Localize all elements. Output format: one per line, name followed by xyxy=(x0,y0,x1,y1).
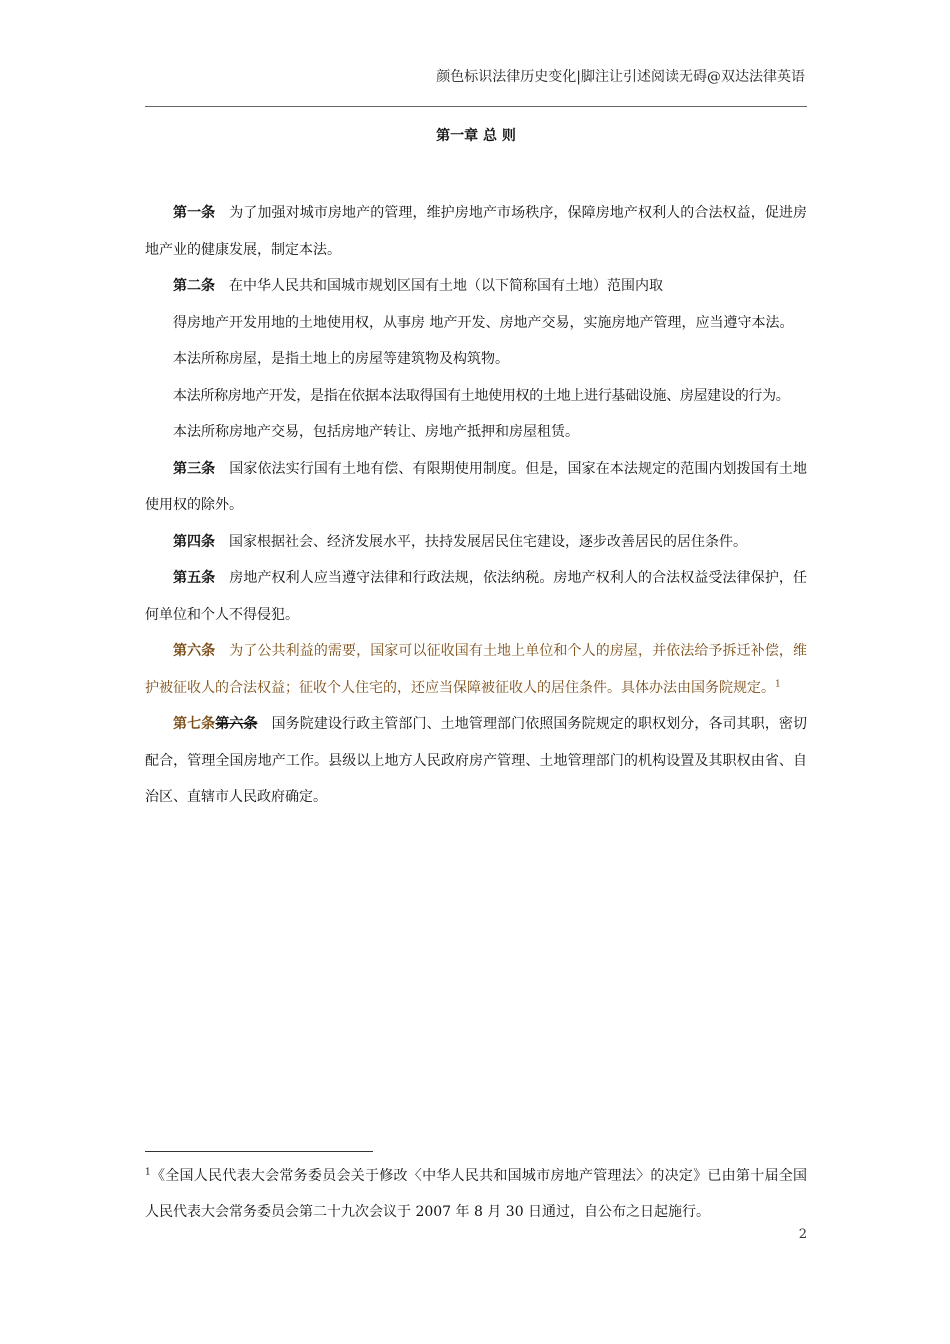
article-number: 第一条 xyxy=(173,205,216,221)
article-2-clause-2 xyxy=(145,341,807,378)
article-3 xyxy=(145,451,807,524)
article-number-new: 第七条 xyxy=(173,716,216,732)
footnote-divider xyxy=(145,1151,373,1152)
article-2-continued xyxy=(145,305,807,342)
page-number: 2 xyxy=(798,1227,807,1242)
header-divider xyxy=(145,106,807,107)
page-header: 颜色标识法律历史变化|脚注让引述阅读无碍@双达法律英语 xyxy=(436,69,805,85)
article-number: 第三条 xyxy=(173,460,216,477)
article-number: 第四条 xyxy=(173,533,215,550)
article-number: 第二条 xyxy=(173,278,215,294)
article-2-clause-3 xyxy=(145,378,807,415)
article-text: 本法所称房地产开发，是指在依据本法取得国有土地使用权的土地上进行基础设施、房屋建设的行为。 xyxy=(173,387,790,404)
article-1 xyxy=(145,195,807,268)
chapter-title: 第一章 总 则 xyxy=(436,128,516,144)
article-text: 房地产权利人应当遵守法律和行政法规，依法纳税。房地产权利人的合法权益受法律保护，任何单位和个人不得侵犯。 xyxy=(145,570,807,623)
article-6-amended xyxy=(145,633,807,706)
article-number: 第六条 xyxy=(173,643,216,659)
article-4 xyxy=(145,524,807,561)
article-text: 本法所称房地产交易，包括房地产转让、房地产抵押和房屋租赁。 xyxy=(173,424,579,440)
article-text: 国务院建设行政主管部门、土地管理部门依照国务院规定的职权划分，各司其职，密切配合，管理全国房地产工作。县级以上地方人民政府房产管理、土地管理部门的机构设置及其职权由省、自治区、直辖市人民政府确定。 xyxy=(145,716,808,805)
footnote-reference[interactable]: 1 xyxy=(775,678,781,689)
article-text: 国家依法实行国有土地有偿、有限期使用制度。但是，国家在本法规定的范围内划拨国有土地使用权的除外。 xyxy=(145,460,807,513)
footnote-text: 《全国人民代表大会常务委员会关于修改〈中华人民共和国城市房地产管理法〉的决定》已由第十届全国人民代表大会常务委员会第二十九次会议于 2007 年 8 月 30 日通过，自公布之日起施行。 xyxy=(145,1168,807,1220)
document-body xyxy=(145,195,807,816)
article-5 xyxy=(145,560,807,633)
footnote-marker: 1 xyxy=(145,1167,151,1178)
article-text: 得房地产开发用地的土地使用权，从事房 地产开发、房地产交易，实施房地产管理，应当遵守本法。 xyxy=(173,314,794,331)
article-text: 为了公共利益的需要，国家可以征收国有土地上单位和个人的房屋，并依法给予拆迁补偿，维护被征收人的合法权益；征收个人住宅的，还应当保障被征收人的居住条件。具体办法由国务院规定。 xyxy=(145,643,807,696)
article-7 xyxy=(145,706,807,816)
article-number: 第五条 xyxy=(173,570,216,586)
article-2 xyxy=(145,268,807,305)
footnote xyxy=(145,1158,807,1230)
article-number-old: 第六条 xyxy=(215,716,258,732)
article-text: 本法所称房屋，是指土地上的房屋等建筑物及构筑物。 xyxy=(173,351,509,367)
article-text: 在中华人民共和国城市规划区国有土地（以下简称国有土地）范围内取 xyxy=(229,278,663,294)
article-text: 国家根据社会、经济发展水平，扶持发展居民住宅建设，逐步改善居民的居住条件。 xyxy=(229,533,747,550)
article-text: 为了加强对城市房地产的管理，维护房地产市场秩序，保障房地产权利人的合法权益，促进房地产业的健康发展，制定本法。 xyxy=(145,205,807,258)
article-2-clause-4 xyxy=(145,414,807,451)
